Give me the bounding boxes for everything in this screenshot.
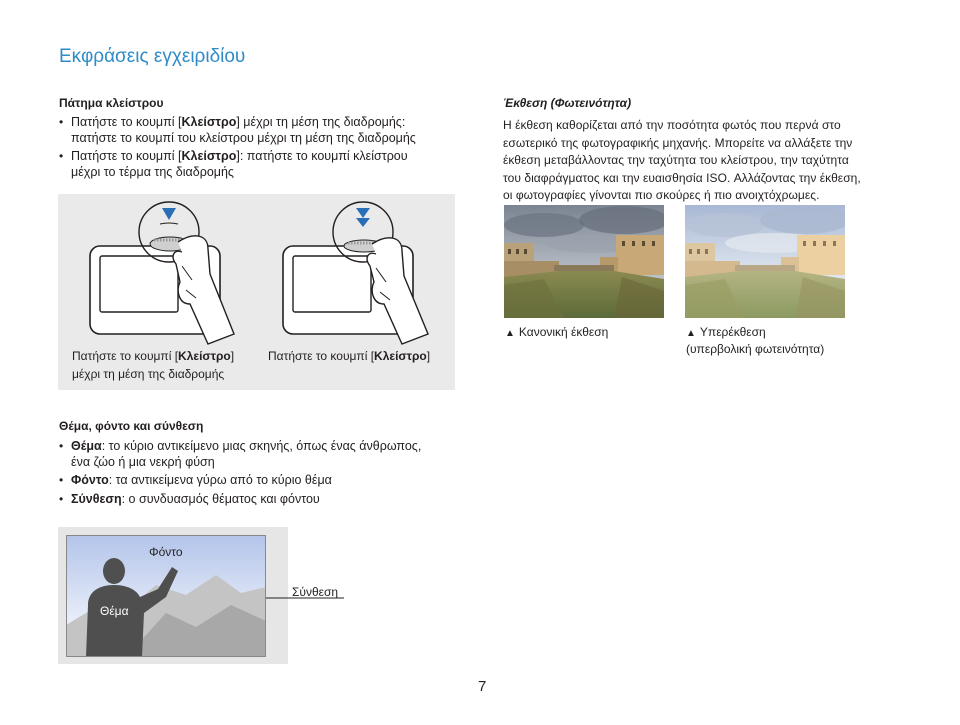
caption-full-press: Πατήστε το κουμπί [Κλείστρο] [268,349,431,363]
composition-heading: Θέμα, φόντο και σύνθεση [59,419,204,433]
arrow-down-icon [356,208,370,218]
caption-over-exposure: ▲ Υπερέκθεση (υπερβολική φωτεινότητα) [686,325,825,356]
exposure-heading: Έκθεση (Φωτεινότητα) [503,96,632,110]
label-composition: Σύνθεση [292,585,339,599]
label-background: Φόντο [149,545,183,559]
triangle-up-icon: ▲ [505,328,515,339]
arrow-down-icon [162,208,176,220]
shutter-heading: Πάτημα κλείστρου [59,96,164,110]
arrow-down-icon [356,218,370,227]
triangle-up-icon: ▲ [686,328,696,339]
exposure-section [503,95,923,205]
list-item: • Σύνθεση: ο συνδυασμός θέματος και φόντου [59,492,479,508]
shutter-section [59,95,459,183]
list-item: • Πατήστε το κουμπί [Κλείστρο] μέχρι τη μέση της διαδρομής: πατήστε το κουμπί του κλείστρου μέχρι τη μέση της διαδρομής [59,115,459,146]
composition-section [59,418,479,510]
photo-normal-exposure [504,205,664,318]
list-item: • Φόντο: τα αντικείμενα γύρω από το κύριο θέμα [59,473,479,489]
caption-normal-exposure: ▲ Κανονική έκθεση [505,325,609,339]
camera-full-press [283,202,428,344]
page-number: 7 [478,678,487,695]
page-title: Εκφράσεις εγχειριδίου [59,46,246,67]
exposure-paragraph: Η έκθεση καθορίζεται από την ποσότητα φωτός που περνά στο εσωτερικό της φωτογραφικής μηχανής. Μπορείτε να αλλάξετε την έκθεση μεταβάλλοντας την ταχύτητα του κλείστρου, την ταχύτητα του διαφράγματος και την ευαισθησία ISO. Αλλάζοντας την έκθεση, οι φωτογραφίες γίνονται πιο σκούρες ή πιο ανοιχτόχρωμες. [503,118,861,203]
photo-over-exposure [685,205,845,318]
caption-half-press: Πατήστε το κουμπί [Κλείστρο] μέχρι τη μέση της διαδρομής [72,349,235,381]
composition-bullets [59,439,479,507]
list-item: • Θέμα: το κύριο αντικείμενο μιας σκηνής, όπως ένας άνθρωπος, ένα ζώο ή μια νεκρή φύση [59,439,479,470]
list-item: • Πατήστε το κουμπί [Κλείστρο]: πατήστε το κουμπί κλείστρου μέχρι το τέρμα της διαδρομής [59,149,459,180]
camera-half-press [90,202,234,344]
label-subject: Θέμα [100,604,129,618]
shutter-bullets [59,115,459,180]
